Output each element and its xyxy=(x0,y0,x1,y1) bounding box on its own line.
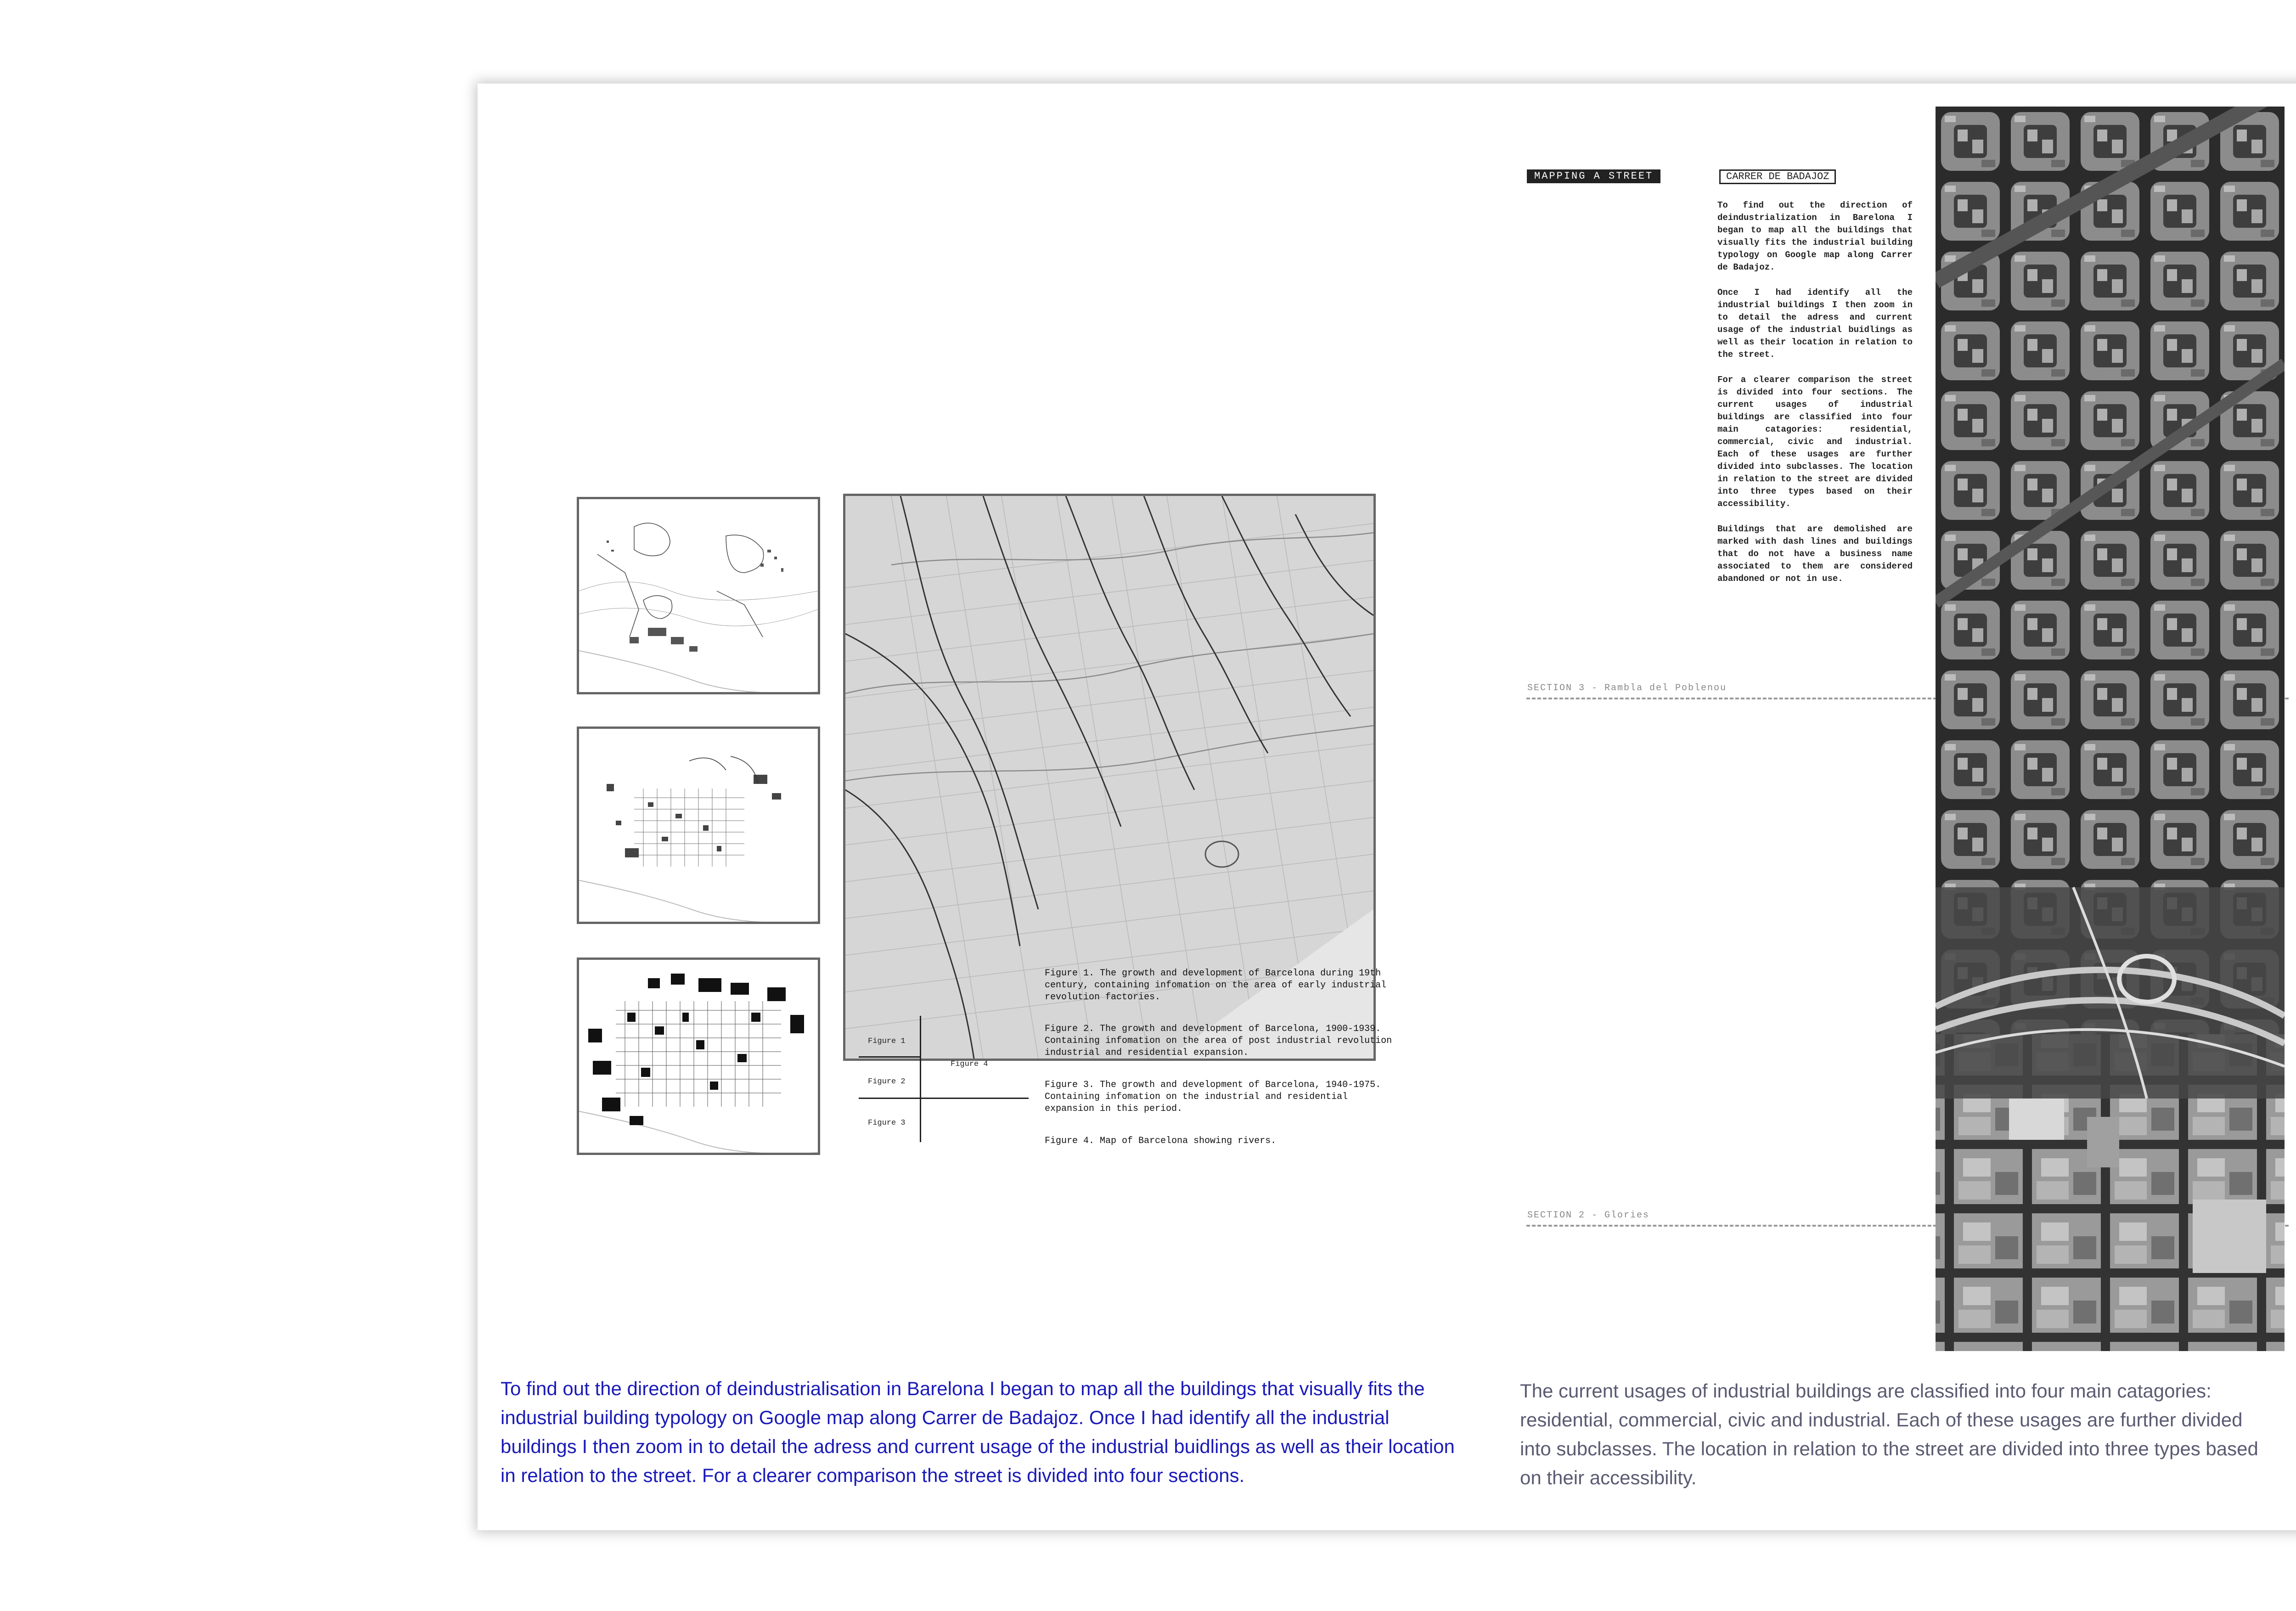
diagram-label-figure-1: Figure 1 xyxy=(868,1037,906,1046)
right-body-text: The current usages of industrial buildings are classified into four main catagories: residential, commercial, civic and industrial. Each of these usages are further divided into subclasses. The location in relation to the street are divided into three types based on their accessibility. xyxy=(1520,1380,2258,1488)
method-paragraph-2: Once I had identify all the industrial buildings I then zoom in to detail the adress and current usage of the industrial buidlings as well as their location in relation to the street. xyxy=(1717,287,1913,360)
left-body-text: To find out the direction of deindustrialisation in Barelona I began to map all the buildings that visually fits the industrial building typology on Google map along Carrer de Badajoz. Once I had identify all the industrial buildings I then zoom in to detail the adress and current usage of the industrial buidlings as well as their location in relation to the street. For a clearer comparison the street is divided into four sections. xyxy=(501,1378,1455,1486)
diagram-label-figure-3: Figure 3 xyxy=(868,1119,906,1127)
method-description xyxy=(1717,199,1913,598)
figure-2-map xyxy=(577,727,820,924)
mapping-a-street-tag: MAPPING A STREET xyxy=(1527,169,1660,183)
diagram-label-figure-2: Figure 2 xyxy=(868,1077,906,1086)
diagram-label-figure-4: Figure 4 xyxy=(951,1060,988,1069)
aerial-street-photo xyxy=(1936,107,2285,1351)
section-3-label: SECTION 3 - Rambla del Poblenou xyxy=(1527,683,1727,693)
figure-4-caption: Figure 4. Map of Barcelona showing rivers. xyxy=(1045,1136,1277,1146)
book-spread xyxy=(478,84,2296,1530)
figure-3-map xyxy=(577,958,820,1155)
method-paragraph-4: Buildings that are demolished are marked with dash lines and buildings that do not have a business name associated to them are considered abandoned or not in use. xyxy=(1717,524,1913,584)
figure-1-map xyxy=(577,497,820,694)
diagram-divider-2 xyxy=(859,1098,1029,1099)
diagram-divider-1 xyxy=(859,1056,921,1058)
diagram-vertical xyxy=(920,1016,921,1142)
figure-2-caption: Figure 2. The growth and development of Barcelona, 1900-1939. Containing infomation on the area of post industrial revolution industrial and residential expansion. xyxy=(1045,1024,1392,1058)
method-paragraph-1: To find out the direction of deindustrialization in Barelona I began to map all the buildings that visually fits the industrial building typology on Google map along Carrer de Badajoz. xyxy=(1717,200,1913,272)
figure-layout-diagram xyxy=(859,1016,1029,1142)
street-name-tag: CARRER DE BADAJOZ xyxy=(1719,169,1836,184)
section-2-label: SECTION 2 - Glories xyxy=(1527,1210,1650,1221)
figure-1-caption: Figure 1. The growth and development of Barcelona during 19th century, containing infomation on the area of early industrial revolution factories. xyxy=(1045,968,1387,1003)
figure-3-caption: Figure 3. The growth and development of Barcelona, 1940-1975. Containing infomation on the industrial and residential expansion in this period. xyxy=(1045,1080,1381,1114)
method-paragraph-3: For a clearer comparison the street is divided into four sections. The current usages of industrial buildings are classified into four main catagories: residential, commercial, civic and industrial. Each of these usages are further divided into subclasses. The location in relation to the street are divided into three types based on their accessibility. xyxy=(1717,375,1913,509)
